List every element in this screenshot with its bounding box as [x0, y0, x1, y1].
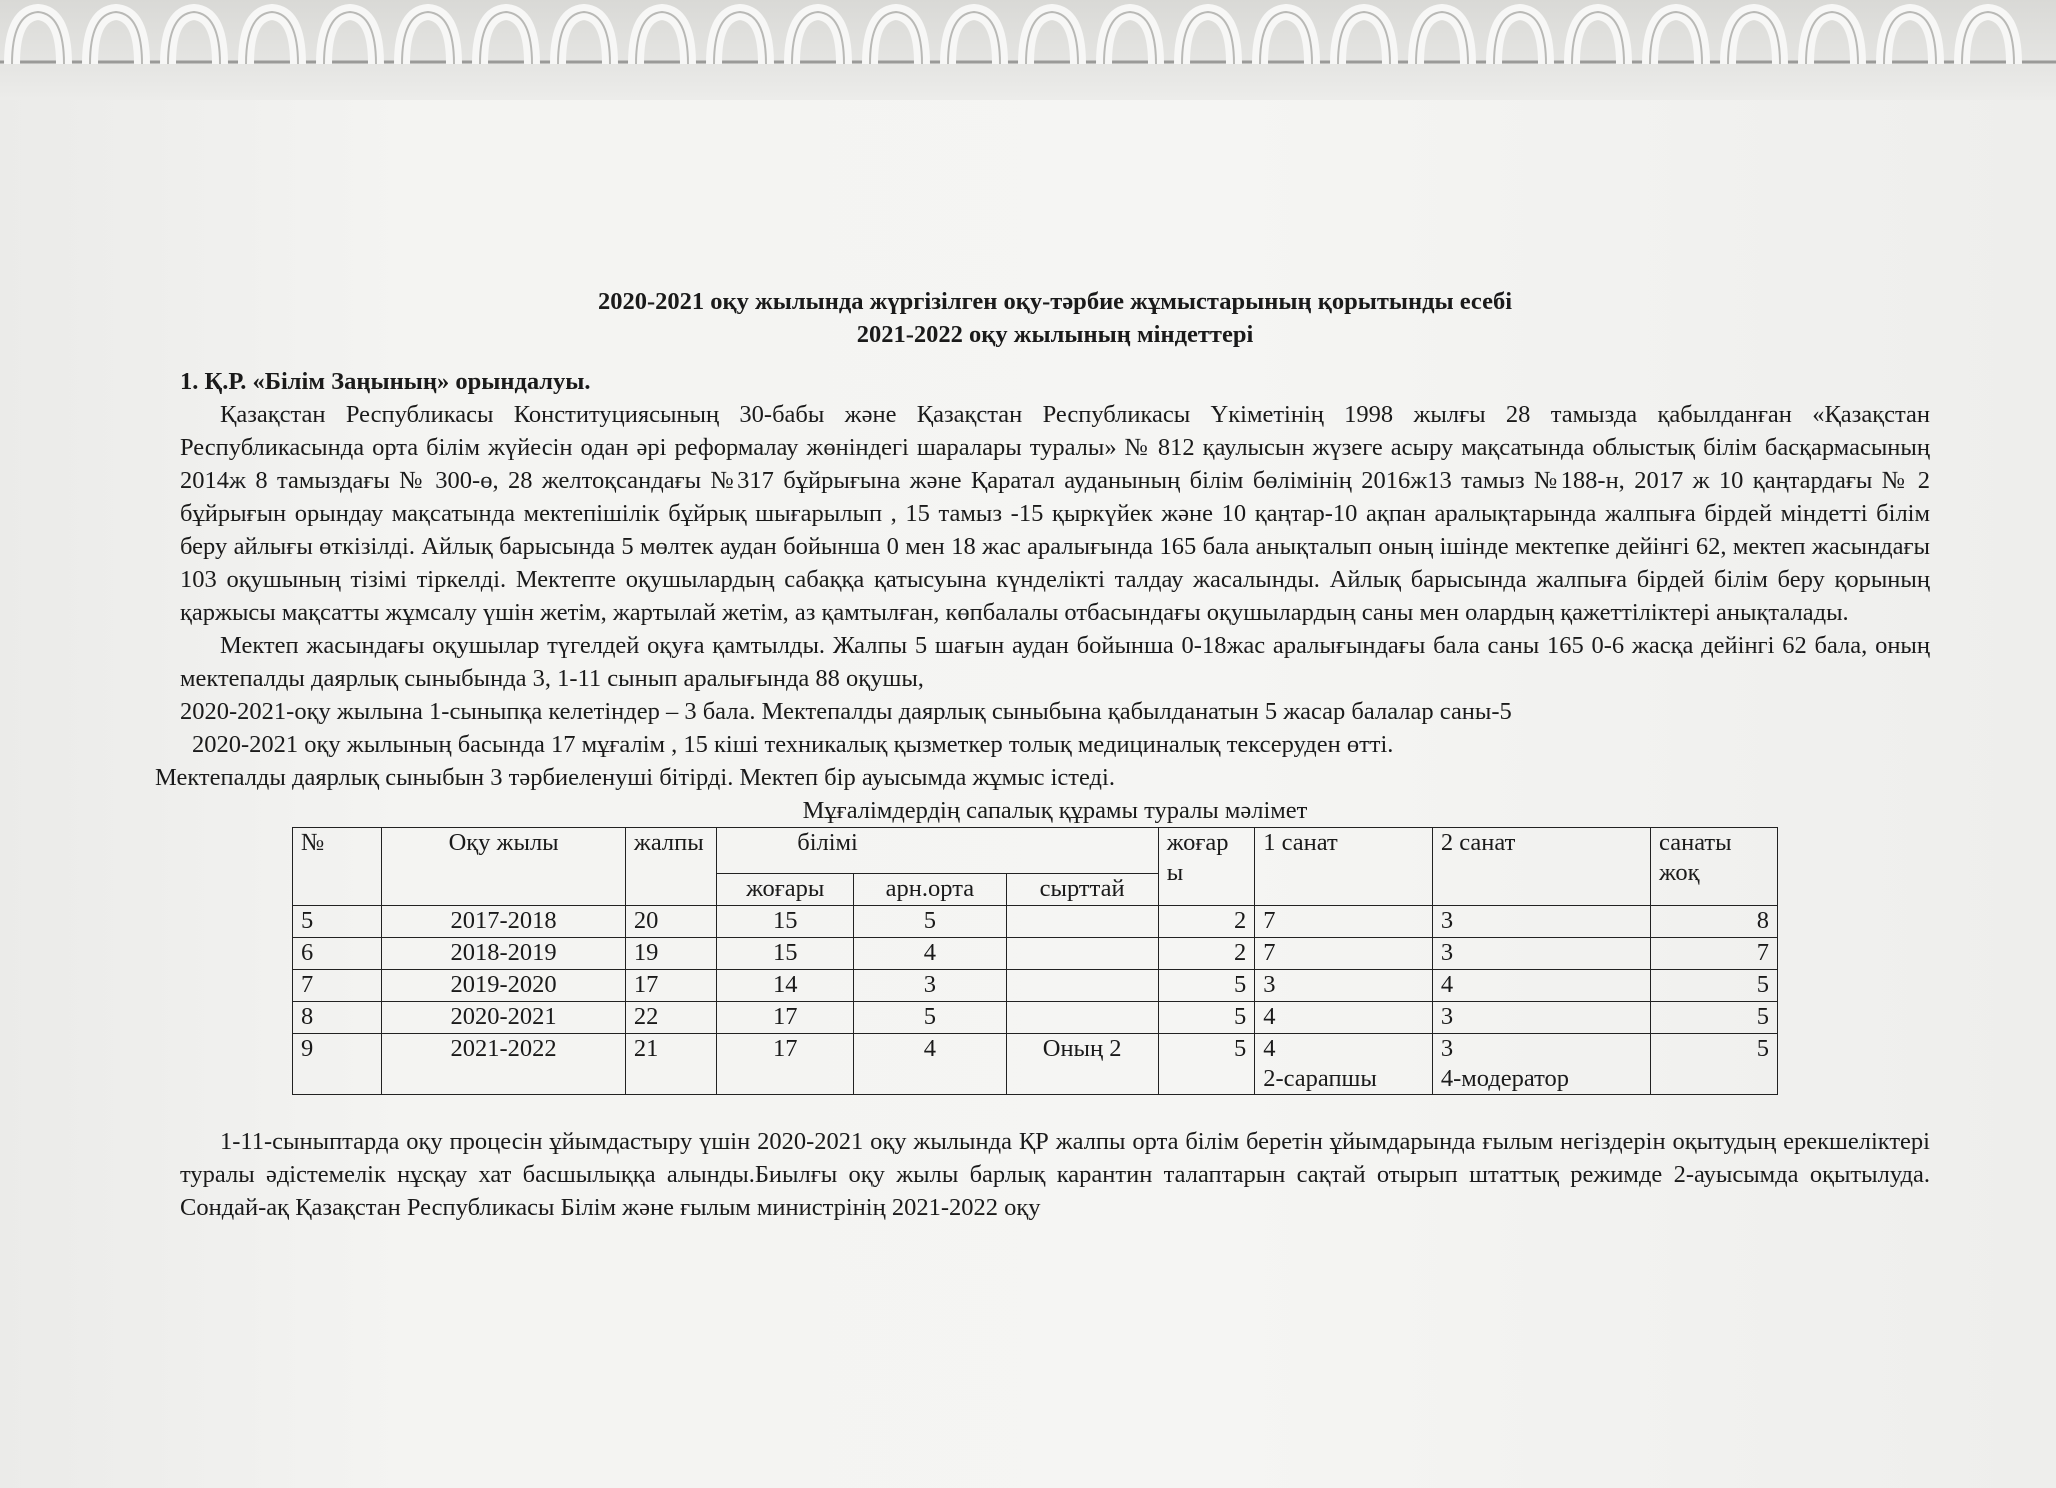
cell-highest: 5 — [1158, 1002, 1254, 1034]
cell-highest: 5 — [1158, 970, 1254, 1002]
cell-highest: 2 — [1158, 938, 1254, 970]
cell-no-cat: 7 — [1651, 938, 1778, 970]
table-row — [293, 970, 1778, 1002]
binding-ring — [1338, 12, 1390, 64]
report-subtitle: 2021-2022 оқу жылының міндеттері — [856, 321, 1254, 348]
paragraph-first-grade: 2020-2021-оқу жылына 1-сыныпқа келетіндер – 3 бала. Мектепалды даярлық сыныбына қабылданатын 5 жасар балалар саны-5 — [180, 698, 1512, 725]
cell-no-cat: 5 — [1651, 1034, 1778, 1095]
binding-ring — [792, 12, 844, 64]
cell-higher: 15 — [717, 938, 854, 970]
cell-total: 19 — [625, 938, 716, 970]
table-row — [293, 1034, 1778, 1095]
cell-year: 2019-2020 — [382, 970, 626, 1002]
paragraph-methodology: 1-11-сыныптарда оқу процесін ұйымдастыру үшін 2020-2021 оқу жылында ҚР жалпы орта білім беретін ұйымдарында ғылым негіздерін оқытудың ерекшеліктері туралы әдістемелік нұсқау хат басшылыққа алынды.Биылғы оқу жылы барлық карантин талаптарын сақтай отырып штаттық режимде 2-ауысымда оқытылуда. Сондай-ақ Қазақстан Республикасы Білім және ғылым министрінің 2021-2022 оқу — [180, 1128, 1930, 1221]
paragraph-law: Қазақстан Республикасы Конституциясының 30-бабы және Қазақстан Республикасы Үкіметінің 1998 жылғы 28 тамызда қабылданған «Қазақстан Республикасында орта білім жүйесін одан әрі реформалау жөніндегі шаралары туралы» № 812 қаулысын жүзеге асыру мақсатында облыстық білім басқармасының 2014ж 8 тамыздағы № 300-ө, 28 желтоқсандағы №317 бұйрығына және Қаратал ауданының білім бөлімінің 2016ж13 тамыз №188-н, 2017 ж 10 қаңтардағы № 2 бұйрығын орындау мақсатында мектепішілік бұйрық шығарылып , 15 тамыз -15 қыркүйек және 10 қаңтар-10 ақпан аралықтарында жалпыға бірдей міндетті білім беру айлығы өткізілді. Айлық барысында 5 мөлтек аудан бойынша 0 мен 18 жас аралығында 165 бала анықталып оның ішінде мектепке дейінгі 62, мектеп жасындағы 103 оқушының тізімі тіркелді. Мектепте оқушылардың сабаққа қатысуына күнделікті талдау жасалынды. Айлық барысында жалпыға бірдей білім беру қорының қаржысы мақсатты жұмсалу үшін жетім, жартылай жетім, аз қамтылған, көпбалалы отбасындағы оқушылардың саны мен олардың қажеттіліктері анықталады. — [180, 401, 1930, 626]
cell-total: 17 — [625, 970, 716, 1002]
table-header-row — [293, 828, 1778, 874]
cell-extramural — [1006, 938, 1158, 970]
table-body — [293, 906, 1778, 1095]
binding-ring — [1962, 12, 2014, 64]
cell-special: 3 — [854, 970, 1006, 1002]
cell-no: 5 — [293, 906, 382, 938]
cell-cat1: 3 — [1255, 970, 1433, 1002]
binding-ring — [870, 12, 922, 64]
header-year: Оқу жылы — [382, 828, 626, 906]
cell-extramural — [1006, 906, 1158, 938]
binding-ring — [558, 12, 610, 64]
header-extramural: сырттай — [1006, 874, 1158, 906]
binding-ring — [402, 12, 454, 64]
header-special: арн.орта — [854, 874, 1006, 906]
cell-total: 22 — [625, 1002, 716, 1034]
binding-ring — [1026, 12, 1078, 64]
cell-year: 2020-2021 — [382, 1002, 626, 1034]
binding-ring — [948, 12, 1000, 64]
header-cat1: 1 санат — [1255, 828, 1433, 906]
cell-no: 8 — [293, 1002, 382, 1034]
binding-ring — [636, 12, 688, 64]
header-education: білімі — [717, 828, 1159, 874]
header-cat2: 2 санат — [1432, 828, 1650, 906]
table-row — [293, 1002, 1778, 1034]
binding-ring — [1884, 12, 1936, 64]
header-higher: жоғары — [717, 874, 854, 906]
binding-ring — [1572, 12, 1624, 64]
cell-higher: 17 — [717, 1002, 854, 1034]
cell-cat1: 7 — [1255, 938, 1433, 970]
cell-cat2: 4 — [1432, 970, 1650, 1002]
cell-year: 2021-2022 — [382, 1034, 626, 1095]
cell-highest: 2 — [1158, 906, 1254, 938]
cell-total: 20 — [625, 906, 716, 938]
binding-ring — [12, 12, 64, 64]
cell-extramural — [1006, 970, 1158, 1002]
cell-no-cat: 5 — [1651, 1002, 1778, 1034]
report-title: 2020-2021 оқу жылында жүргізілген оқу-тәрбие жұмыстарының қорытынды есебі — [597, 288, 1513, 315]
binding-ring — [480, 12, 532, 64]
cell-year: 2018-2019 — [382, 938, 626, 970]
cell-cat1: 4 — [1255, 1002, 1433, 1034]
table-row — [293, 938, 1778, 970]
cell-cat2: 3 — [1432, 1002, 1650, 1034]
cell-cat2: 3 4-модератор — [1432, 1034, 1650, 1095]
binding-ring — [246, 12, 298, 64]
cell-extramural: Оның 2 — [1006, 1034, 1158, 1095]
binding-ring — [1260, 12, 1312, 64]
binding-ring — [1494, 12, 1546, 64]
binding-ring — [90, 12, 142, 64]
cell-cat2: 3 — [1432, 938, 1650, 970]
binding-ring — [1806, 12, 1858, 64]
cell-no: 7 — [293, 970, 382, 1002]
cell-cat1: 4 2-сарапшы — [1255, 1034, 1433, 1095]
header-total: жалпы — [625, 828, 716, 906]
table-caption: Мұғалімдердің сапалық құрамы туралы мәлімет — [802, 797, 1308, 824]
header-highest: жоғар ы — [1158, 828, 1254, 906]
cell-special: 5 — [854, 906, 1006, 938]
binding-ring — [1416, 12, 1468, 64]
cell-total: 21 — [625, 1034, 716, 1095]
paragraph-preschool: Мектепалды даярлық сыныбын 3 тәрбиеленуші бітірді. Мектеп бір ауысымда жұмыс істеді. — [155, 764, 1115, 791]
binding-ring — [168, 12, 220, 64]
binding-ring — [714, 12, 766, 64]
cell-highest: 5 — [1158, 1034, 1254, 1095]
binding-ring — [1104, 12, 1156, 64]
binding-ring — [1650, 12, 1702, 64]
header-no: № — [293, 828, 382, 906]
teachers-table — [292, 827, 1778, 1095]
cat2-note: 4-модератор — [1440, 1065, 1569, 1092]
table-row — [293, 906, 1778, 938]
cell-special: 4 — [854, 1034, 1006, 1095]
binding-ring — [324, 12, 376, 64]
cell-no: 6 — [293, 938, 382, 970]
cell-higher: 14 — [717, 970, 854, 1002]
cell-extramural — [1006, 1002, 1158, 1034]
paragraph-medical: 2020-2021 оқу жылының басында 17 мұғалім , 15 кіші техникалық қызметкер толық медициналық тексеруден өтті. — [192, 731, 1394, 758]
cell-year: 2017-2018 — [382, 906, 626, 938]
spiral-binding — [0, 0, 2056, 110]
cat1-note: 2-сарапшы — [1263, 1065, 1377, 1092]
header-no-cat: санаты жоқ — [1651, 828, 1778, 906]
cell-cat2: 3 — [1432, 906, 1650, 938]
cell-higher: 15 — [717, 906, 854, 938]
cell-higher: 17 — [717, 1034, 854, 1095]
cell-special: 5 — [854, 1002, 1006, 1034]
binding-ring — [1728, 12, 1780, 64]
document-content — [155, 185, 1930, 1224]
cell-no-cat: 8 — [1651, 906, 1778, 938]
paragraph-coverage: Мектеп жасындағы оқушылар түгелдей оқуға қамтылды. Жалпы 5 шағын аудан бойынша 0-18жас аралығындағы бала саны 165 0-6 жасқа дейінгі 62 бала, оның мектепалды даярлық сыныбында 3, 1-11 сынып аралығында 88 оқушы, — [180, 632, 1930, 692]
section-heading: 1. Қ.Р. «Білім Заңының» орындалуы. — [180, 368, 591, 395]
cell-cat1: 7 — [1255, 906, 1433, 938]
cell-special: 4 — [854, 938, 1006, 970]
cell-no-cat: 5 — [1651, 970, 1778, 1002]
cell-no: 9 — [293, 1034, 382, 1095]
binding-ring — [1182, 12, 1234, 64]
